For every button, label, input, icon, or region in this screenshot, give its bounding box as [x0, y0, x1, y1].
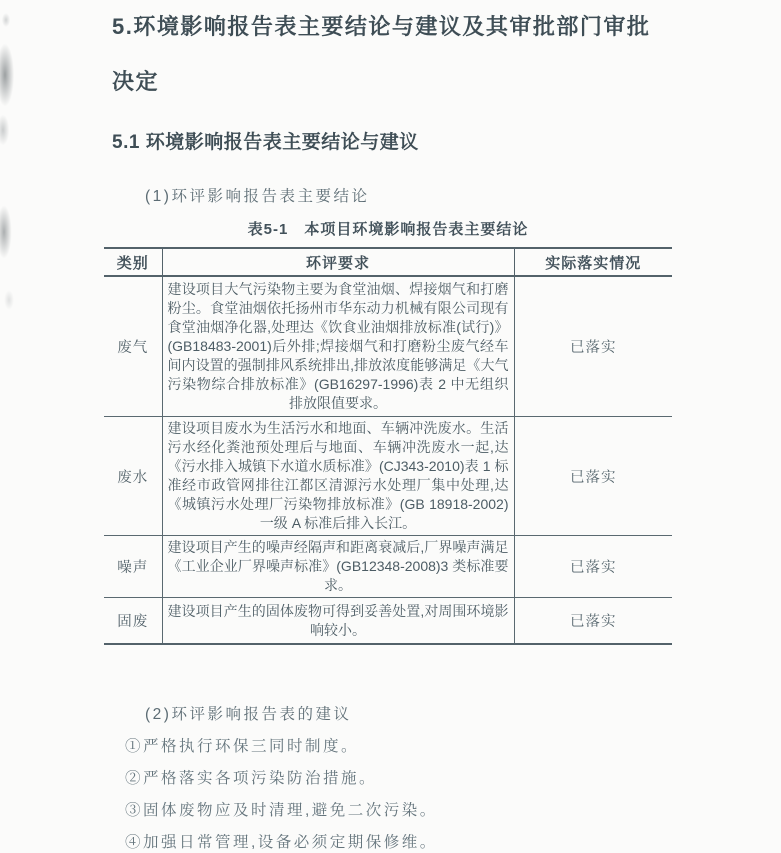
scan-artifact-smudges [0, 0, 40, 810]
table-row-noise [104, 536, 672, 598]
table-row-waste-gas [104, 276, 672, 417]
requirement-cell: 建设项目产生的固体废物可得到妥善处置,对周围环境影响较小。 [162, 598, 514, 645]
chapter-title-line-2: 决定 [112, 69, 160, 94]
suggestion-item-4: ④加强日常管理,设备必须定期保修维。 [125, 834, 438, 851]
table-caption: 表5-1 本项目环境影响报告表主要结论 [247, 221, 529, 238]
requirement-cell: 建设项目大气污染物主要为食堂油烟、焊接烟气和打磨粉尘。食堂油烟依托扬州市华东动力机械有限公司现有食堂油烟净化器,处理达《饮食业油烟排放标准(试行)》(GB18483-2001)后外排;焊接烟气和打磨粉尘废气经车间内设置的强制排风系统排出,排放浓度能够满足《大气污染物综合排放标准》(GB16297-1996)表 2 中无组织排放限值要求。 [162, 276, 514, 417]
suggestion-item-2: ②严格落实各项污染防治措施。 [125, 770, 378, 787]
status-cell: 已落实 [570, 614, 617, 630]
section-heading: 5.1 环境影响报告表主要结论与建议 [112, 132, 419, 153]
requirement-cell: 建设项目产生的噪声经隔声和距离衰减后,厂界噪声满足《工业企业厂界噪声标准》(GB12348-2008)3 类标准要求。 [162, 536, 514, 598]
document-page [112, 0, 676, 853]
requirement-cell: 建设项目废水为生活污水和地面、车辆冲洗废水。生活污水经化粪池预处理后与地面、车辆冲洗废水一起,达《污水排入城镇下水道水质标准》(CJ343-2010)表 1 标准经市政管网排往江都区清源污水处理厂集中处理,达《城镇污水处理厂污染物排放标准》(GB 18918-2002)一级 A 标准后排入长江。 [162, 417, 514, 536]
category-cell: 噪声 [117, 560, 149, 576]
chapter-title-line-1: 5.环境影响报告表主要结论与建议及其审批部门审批 [112, 14, 651, 39]
category-cell: 废水 [117, 469, 149, 486]
table-row-waste-water [104, 417, 672, 536]
column-header-category: 类别 [116, 254, 149, 272]
suggestion-item-1: ①严格执行环保三同时制度。 [125, 738, 360, 755]
table-row-solid-waste [104, 598, 672, 645]
suggestions-subsection-label: (2)环评影响报告表的建议 [145, 706, 352, 723]
column-header-requirement: 环评要求 [162, 248, 514, 276]
category-cell: 固废 [117, 614, 149, 630]
table-header-row [104, 248, 672, 276]
suggestion-item-3: ③固体废物应及时清理,避免二次污染。 [125, 802, 438, 819]
column-header-status: 实际落实情况 [545, 254, 642, 272]
status-cell: 已落实 [570, 469, 617, 486]
conclusion-subsection-label: (1)环评影响报告表主要结论 [145, 188, 370, 205]
conclusions-table [104, 247, 672, 645]
status-cell: 已落实 [570, 340, 617, 356]
status-cell: 已落实 [570, 560, 617, 576]
category-cell: 废气 [117, 340, 149, 356]
